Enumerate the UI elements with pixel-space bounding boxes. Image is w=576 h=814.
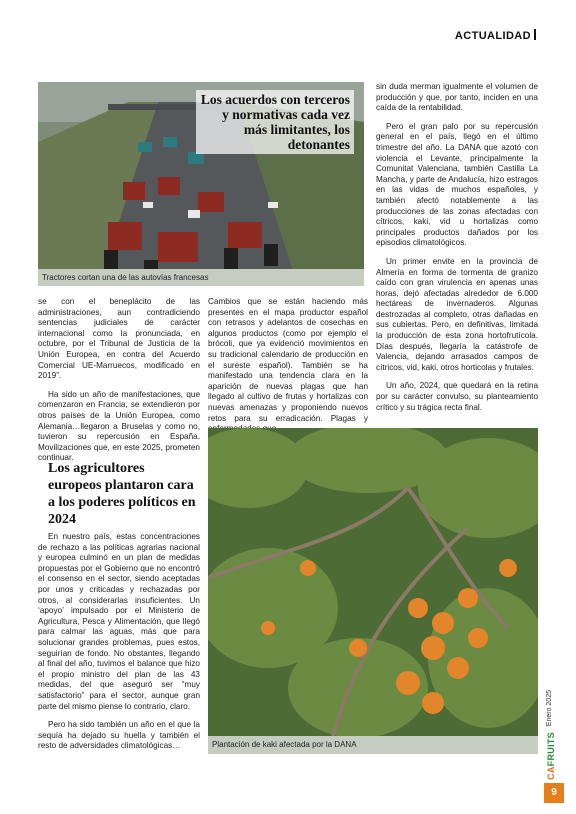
kaki-photo-illustration xyxy=(208,428,538,754)
section-headline: Los agricultores europeos plantaron cara a los poderes políticos en 2024 xyxy=(48,461,196,527)
col1-paragraph-2: Ha sido un año de manifestaciones, que comenzaron en Francia, se extendieron por otros países de la Unión Europea, como Alemania…llegaron a Bruselas y como no, tuvieron su repercusión en España. Movilizaciones que, en este 2025, prometen continuar. xyxy=(38,389,200,463)
column-3 xyxy=(376,82,538,421)
column-2 xyxy=(208,297,368,443)
col3-paragraph-1: sin duda merman igualmente el volumen de producción y que, por tanto, inciden en una caída de la rentabilidad. xyxy=(376,82,538,113)
photo1-caption: Tractores cortan una de las autovías francesas xyxy=(38,269,364,286)
brand-logo: CAFRUITS xyxy=(546,732,556,780)
section-divider xyxy=(534,29,536,40)
section-label: ACTUALIDAD xyxy=(455,29,536,42)
column-1 xyxy=(38,297,200,472)
page-number: 9 xyxy=(544,783,564,803)
kaki-plantation-photo xyxy=(208,428,538,754)
col2-paragraph-1: Cambios que se están haciendo más presentes en el mapa productor español con retrasos y adelantos de cosechas en algunos productos (como por ejemplo el brócoli, que ya evidenció movimientos en su tradicional calendario de producción en el sureste español). También se ha manifestado una tendencia clara en la aparición de nuevas plagas que han llegado al cultivo de frutas y hortalizas con nuevas amenazas y proponiendo nuevos retos para su erradicación. Plagas y xyxy=(208,297,368,423)
col3-paragraph-4: Un año, 2024, que quedará en la retina por su carácter convulso, su planteamiento crítico y su trágica recta final. xyxy=(376,381,538,412)
col1-paragraph-3: En nuestro país, estas concentraciones de rechazo a las políticas agrarias nacional y europea culminó en un plan de medidas propuestas por el Gobierno que no encontró el consenso en el sector, siendo aceptadas por unos y criticadas y rechazadas por otros, al considerarlas insuficientes. Un ‘apoyo’ impulsado por el Ministerio de Agricultura, Pesca y Alimentación, que llegó para calmar las aguas, más que para solucionar grandes problemas, pues estos, seguirían de fondo. No obstantes, llegando al final del año, tuvimos el balance que hizo el propio ministro del plan de las 43 medidas, del que aseguró ser “muy satisfactorio” para el sector, aunque gran parte del mismo piense lo contrario, claro. xyxy=(38,532,200,711)
column-1-lower xyxy=(38,532,200,760)
magazine-brand xyxy=(546,690,562,780)
pullquote: Los acuerdos con terceros y normativas cada vez más limitantes, los detonantes xyxy=(196,90,354,154)
issue-date: Enero 2025 xyxy=(546,690,553,727)
col1-paragraph-4: Pero ha sido también un año en el que la sequía ha dejado su huella y también el resto de adversidades climatológicas… xyxy=(38,720,200,751)
col3-paragraph-3: Un primer envite en la provincia de Almería en forma de tormenta de granizo caído con gran virulencia en apenas unas horas, dejó afectadas alrededor de 6.000 hectáreas de invernaderos. Algunas destrozadas al completo, otras dañadas en sus cubiertas. Pero, en definitivas, limitada la producción de esta zona hortofrutícola. Días después, llegaría la catástrofe de Valencia, dejando arrasados campos de cítricos, vid, kaki, otros horticolas y frutales. xyxy=(376,256,538,372)
photo2-caption: Plantación de kaki afectada por la DANA xyxy=(208,736,538,754)
col1-paragraph-1: se con el beneplácito de las administraciones, aun contradiciendo sentencias judiciales de carácter internacional como la pronunciada, en octubre, por el Tribunal de Justicia de la Unión Europea, en contra del Acuerdo Comercial UE-Marruecos, modificado en 2019”. xyxy=(38,297,200,381)
tractor-protest-photo xyxy=(38,82,364,286)
col3-paragraph-2: Pero el gran palo por su repercusión general en el país, llegó en el último trimestre del año. La DANA que azotó con violencia el Levante, principalmente la Comunitat Valenciana, también Castilla La Mancha, y parte de Andalucía, hizo estragos en las vidas de muchos españoles, y también afectó notablemente a las producciones de las zonas afectadas con cítricos, kaki, vid u hortalizas como principales productos dañados por los episodios climatológicos. xyxy=(376,121,538,248)
